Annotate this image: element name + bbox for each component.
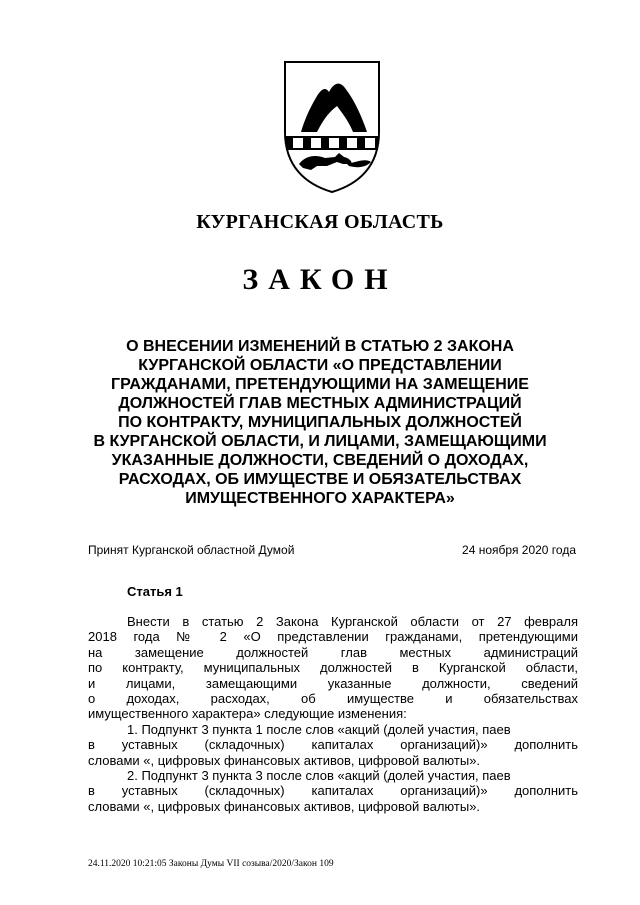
adoption-date: 24 ноября 2020 года	[462, 543, 576, 557]
article-line: в уставных (складочных) капиталах организаций)» дополнить	[88, 737, 578, 753]
law-title	[70, 337, 570, 508]
article-line: 2018 года № 2 «О представлении гражданами, претендующими	[88, 629, 578, 645]
law-title-line: РАСХОДАХ, ОБ ИМУЩЕСТВЕ И ОБЯЗАТЕЛЬСТВАХ	[118, 471, 522, 488]
article-line: словами «, цифровых финансовых активов, цифровой валюты».	[88, 798, 481, 814]
article-line: по контракту, муниципальных должностей в Курганской области,	[88, 660, 578, 676]
article-line: имущественного характера» следующие изменения:	[88, 706, 407, 722]
law-title-line: ДОЛЖНОСТЕЙ ГЛАВ МЕСТНЫХ АДМИНИСТРАЦИЙ	[118, 395, 522, 412]
law-title-line: ГРАЖДАНАМИ, ПРЕТЕНДУЮЩИМИ НА ЗАМЕЩЕНИЕ	[111, 376, 529, 393]
article-line: 1. Подпункт 3 пункта 1 после слов «акций (долей участия, паев	[127, 721, 511, 737]
adoption-info	[88, 543, 576, 557]
law-title-line: КУРГАНСКОЙ ОБЛАСТИ «О ПРЕДСТАВЛЕНИИ	[138, 357, 502, 374]
article-line: Внести в статью 2 Закона Курганской области от 27 февраля	[127, 614, 578, 629]
article-line: и лицами, замещающими указанные должности, сведений	[88, 675, 578, 691]
article-body	[88, 614, 578, 814]
article-line: 2. Подпункт 3 пункта 3 после слов «акций (долей участия, паев	[127, 768, 511, 784]
adopted-by-text: Принят Курганской областной Думой	[88, 543, 295, 557]
law-title-line: О ВНЕСЕНИИ ИЗМЕНЕНИЙ В СТАТЬЮ 2 ЗАКОНА	[126, 338, 514, 355]
article-line: на замещение должностей глав местных администраций	[88, 644, 578, 660]
kurgan-coat-of-arms-icon	[281, 58, 383, 194]
law-title-line: ПО КОНТРАКТУ, МУНИЦИПАЛЬНЫХ ДОЛЖНОСТЕЙ	[118, 414, 522, 431]
law-title-line: ИМУЩЕСТВЕННОГО ХАРАКТЕРА»	[185, 490, 455, 507]
document-type-heading: ЗАКОН	[242, 263, 398, 296]
law-title-line: УКАЗАННЫЕ ДОЛЖНОСТИ, СВЕДЕНИЙ О ДОХОДАХ,	[111, 452, 529, 469]
article-heading: Статья 1	[127, 584, 183, 599]
footer-stamp: 24.11.2020 10:21:05 Законы Думы VII созыва/2020/Закон 109	[88, 859, 334, 869]
article-line: о доходах, расходах, об имуществе и обязательствах	[88, 691, 578, 707]
region-name: КУРГАНСКАЯ ОБЛАСТЬ	[196, 211, 444, 233]
article-line: словами «, цифровых финансовых активов, цифровой валюты».	[88, 752, 481, 768]
law-title-line: В КУРГАНСКОЙ ОБЛАСТИ, И ЛИЦАМИ, ЗАМЕЩАЮЩИМИ	[93, 433, 547, 450]
article-line: в уставных (складочных) капиталах организаций)» дополнить	[88, 783, 578, 799]
